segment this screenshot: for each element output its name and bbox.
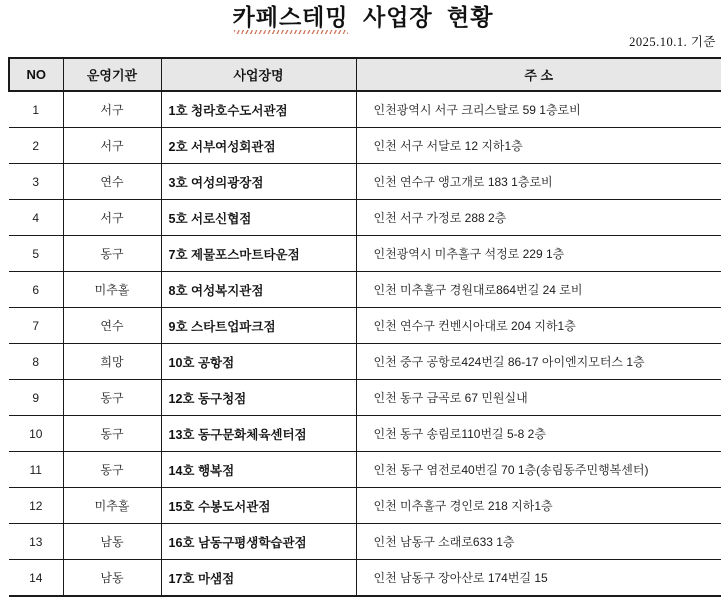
header-address: 주 소 — [356, 58, 721, 91]
cell-no: 13 — [9, 524, 63, 560]
cell-address: 인천 연수구 컨벤시아대로 204 지하1층 — [356, 308, 721, 344]
table-body — [9, 91, 721, 596]
table-row — [9, 560, 721, 597]
table-row — [9, 236, 721, 272]
cell-operator: 서구 — [63, 128, 161, 164]
cell-no: 5 — [9, 236, 63, 272]
cell-no: 4 — [9, 200, 63, 236]
cell-operator: 동구 — [63, 380, 161, 416]
table-row — [9, 308, 721, 344]
cell-operator: 동구 — [63, 236, 161, 272]
cell-site-name: 15호 수봉도서관점 — [161, 488, 356, 524]
cell-operator: 연수 — [63, 164, 161, 200]
reference-date: 2025.10.1. 기준 — [629, 35, 716, 49]
cell-site-name: 17호 마샘점 — [161, 560, 356, 597]
title-highlight-wavy-underline: 카페스테밍 — [232, 4, 349, 30]
cell-no: 11 — [9, 452, 63, 488]
table-row — [9, 272, 721, 308]
cell-site-name: 2호 서부여성회관점 — [161, 128, 356, 164]
table-row — [9, 416, 721, 452]
cell-operator: 희망 — [63, 344, 161, 380]
cell-address: 인천 연수구 앵고개로 183 1층로비 — [356, 164, 721, 200]
title-rest: 사업장 현황 — [348, 4, 494, 30]
table-header-row — [9, 58, 721, 91]
cell-operator: 동구 — [63, 452, 161, 488]
cell-no: 2 — [9, 128, 63, 164]
cell-no: 10 — [9, 416, 63, 452]
cell-site-name: 3호 여성의광장점 — [161, 164, 356, 200]
table-row — [9, 91, 721, 128]
cell-no: 14 — [9, 560, 63, 597]
cell-no: 1 — [9, 91, 63, 128]
cell-address: 인천광역시 서구 크리스탈로 59 1층로비 — [356, 91, 721, 128]
cell-no: 3 — [9, 164, 63, 200]
cell-address: 인천 동구 염전로40번길 70 1층(송림동주민행복센터) — [356, 452, 721, 488]
cell-address: 인천 동구 금곡로 67 민원실내 — [356, 380, 721, 416]
cell-site-name: 7호 제물포스마트타운점 — [161, 236, 356, 272]
cell-no: 6 — [9, 272, 63, 308]
page-title — [0, 0, 726, 31]
header-operator: 운영기관 — [63, 58, 161, 91]
cell-address: 인천 서구 가정로 288 2층 — [356, 200, 721, 236]
table-row — [9, 488, 721, 524]
cell-no: 7 — [9, 308, 63, 344]
header-no: NO — [9, 58, 63, 91]
cell-address: 인천 남동구 장아산로 174번길 15 — [356, 560, 721, 597]
cell-operator: 서구 — [63, 200, 161, 236]
cell-site-name: 8호 여성복지관점 — [161, 272, 356, 308]
cell-site-name: 13호 동구문화체육센터점 — [161, 416, 356, 452]
cell-operator: 남동 — [63, 560, 161, 597]
cell-operator: 연수 — [63, 308, 161, 344]
cell-site-name: 5호 서로신협점 — [161, 200, 356, 236]
cell-site-name: 10호 공항점 — [161, 344, 356, 380]
cell-operator: 서구 — [63, 91, 161, 128]
cell-address: 인천 남동구 소래로633 1층 — [356, 524, 721, 560]
table-row — [9, 344, 721, 380]
cell-operator: 미추홀 — [63, 488, 161, 524]
table-row — [9, 452, 721, 488]
cell-address: 인천 중구 공항로424번길 86-17 아이엔지모터스 1층 — [356, 344, 721, 380]
cell-address: 인천 미추홀구 경원대로864번길 24 로비 — [356, 272, 721, 308]
cell-site-name: 9호 스타트업파크점 — [161, 308, 356, 344]
cell-no: 9 — [9, 380, 63, 416]
cell-site-name: 1호 청라호수도서관점 — [161, 91, 356, 128]
table-row — [9, 164, 721, 200]
table-row — [9, 128, 721, 164]
header-site-name: 사업장명 — [161, 58, 356, 91]
cell-address: 인천 미추홀구 경인로 218 지하1층 — [356, 488, 721, 524]
cell-no: 8 — [9, 344, 63, 380]
business-sites-table — [8, 57, 721, 597]
cell-site-name: 16호 남동구평생학습관점 — [161, 524, 356, 560]
cell-address: 인천 서구 서달로 12 지하1층 — [356, 128, 721, 164]
table-row — [9, 380, 721, 416]
cell-address: 인천 동구 송림로110번길 5-8 2층 — [356, 416, 721, 452]
cell-site-name: 14호 행복점 — [161, 452, 356, 488]
table-row — [9, 200, 721, 236]
cell-address: 인천광역시 미추홀구 석정로 229 1층 — [356, 236, 721, 272]
cell-site-name: 12호 동구청점 — [161, 380, 356, 416]
cell-operator: 동구 — [63, 416, 161, 452]
cell-operator: 미추홀 — [63, 272, 161, 308]
cell-no: 12 — [9, 488, 63, 524]
cell-operator: 남동 — [63, 524, 161, 560]
table-row — [9, 524, 721, 560]
